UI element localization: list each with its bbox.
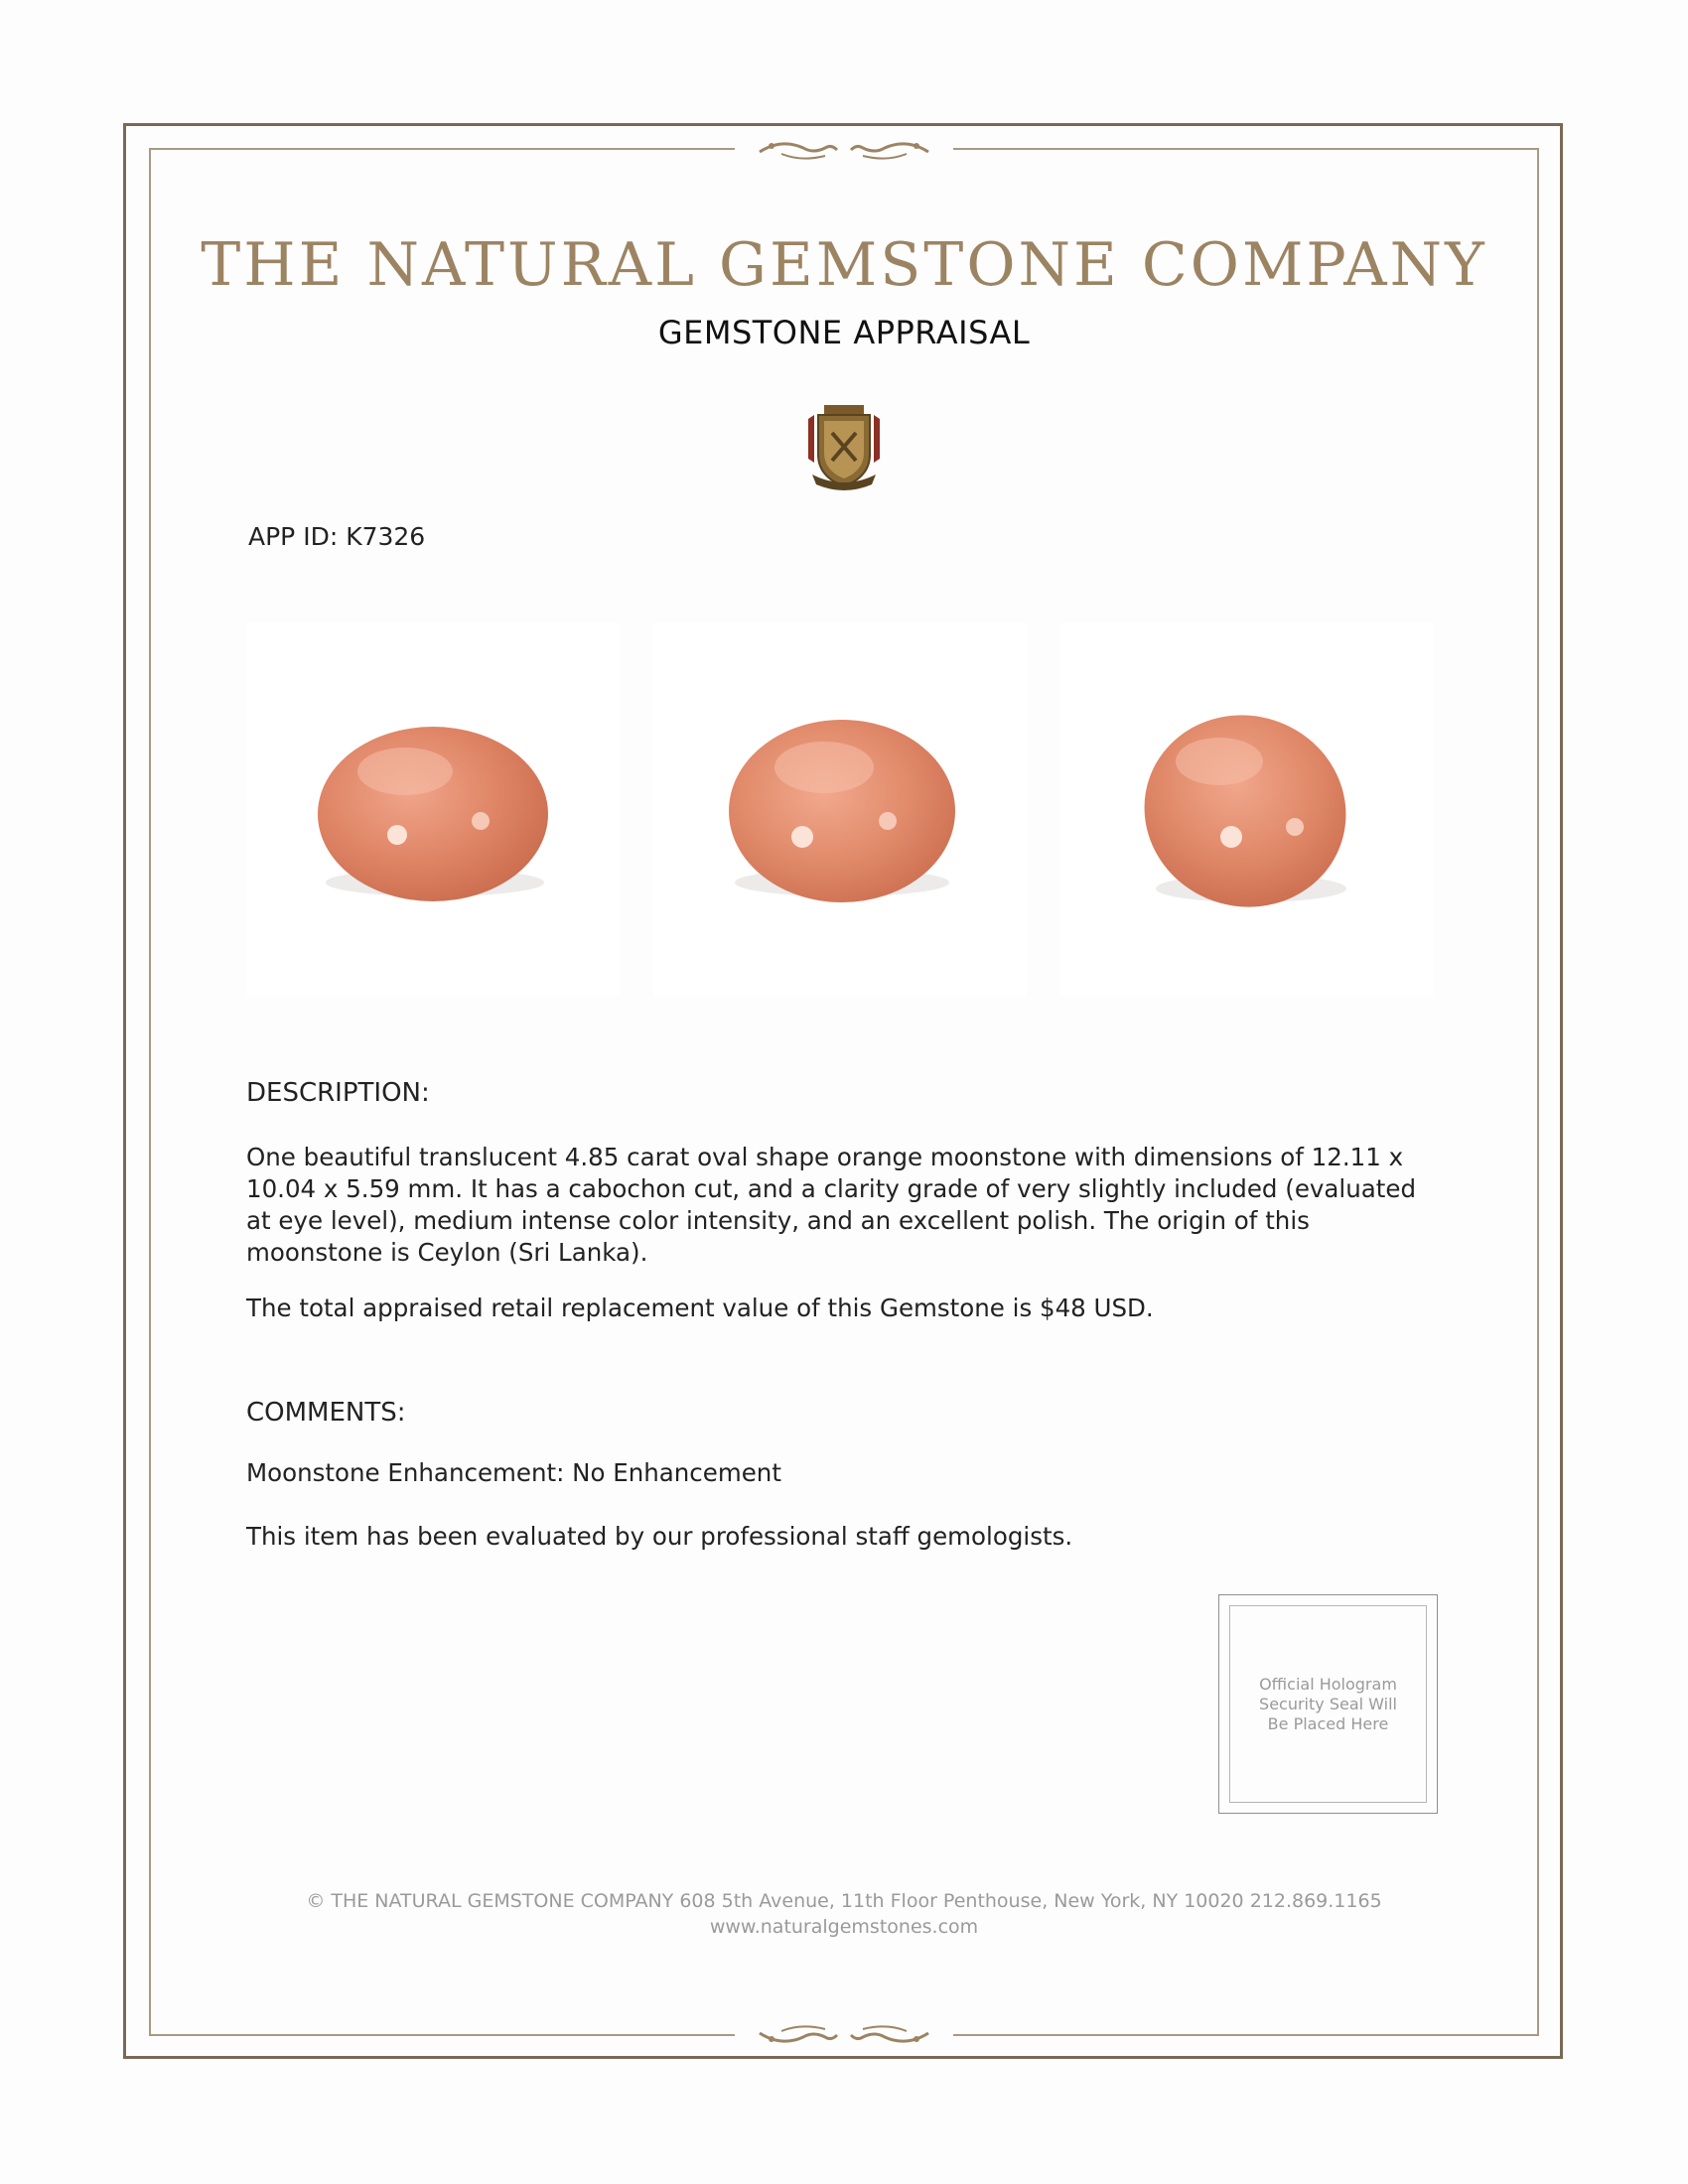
comments-heading: COMMENTS: xyxy=(246,1398,406,1428)
bottom-ornament-icon xyxy=(752,2019,936,2053)
description-heading: DESCRIPTION: xyxy=(246,1078,430,1108)
document-title: GEMSTONE APPRAISAL xyxy=(657,314,1031,351)
gem-photo-side xyxy=(1060,622,1434,996)
description-text: One beautiful translucent 4.85 carat oval shape orange moonstone with dimensions of 12.11 x 10.04 x 5.59 mm. It has a cabochon cut, and a clarity grade of very slightly included (evaluated at eye level), medium intense color intensity, and an excellent polish. The origin of this moonstone is Ceylon (Sri Lanka). xyxy=(246,1143,1416,1267)
inner-border-right xyxy=(1537,148,1539,2036)
gem-photo-front xyxy=(246,622,620,996)
inner-border-top-left xyxy=(149,148,735,150)
company-name: THE NATURAL GEMSTONE COMPANY xyxy=(201,230,1487,300)
hologram-seal-box xyxy=(1218,1594,1438,1814)
enhancement-text: Moonstone Enhancement: No Enhancement xyxy=(246,1458,781,1487)
inner-border-left xyxy=(149,148,151,2036)
evaluation-text: This item has been evaluated by our professional staff gemologists. xyxy=(246,1522,1073,1551)
inner-border-bottom-left xyxy=(149,2034,735,2036)
hologram-seal-text: Official Hologram Security Seal Will Be Placed Here xyxy=(1229,1605,1427,1803)
top-ornament-icon xyxy=(752,132,936,166)
value-statement: The total appraised retail replacement value of this Gemstone is $48 USD. xyxy=(246,1294,1154,1322)
inner-border-top-right xyxy=(953,148,1539,150)
crest-emblem-icon xyxy=(802,403,886,494)
footer-address: © THE NATURAL GEMSTONE COMPANY 608 5th Avenue, 11th Floor Penthouse, New York, NY 10020 212.869.1165 xyxy=(306,1890,1382,1912)
gem-photo-angle xyxy=(653,622,1027,996)
app-id: APP ID: K7326 xyxy=(248,522,426,551)
inner-border-bottom-right xyxy=(953,2034,1539,2036)
footer-website[interactable]: www.naturalgemstones.com xyxy=(709,1916,979,1938)
